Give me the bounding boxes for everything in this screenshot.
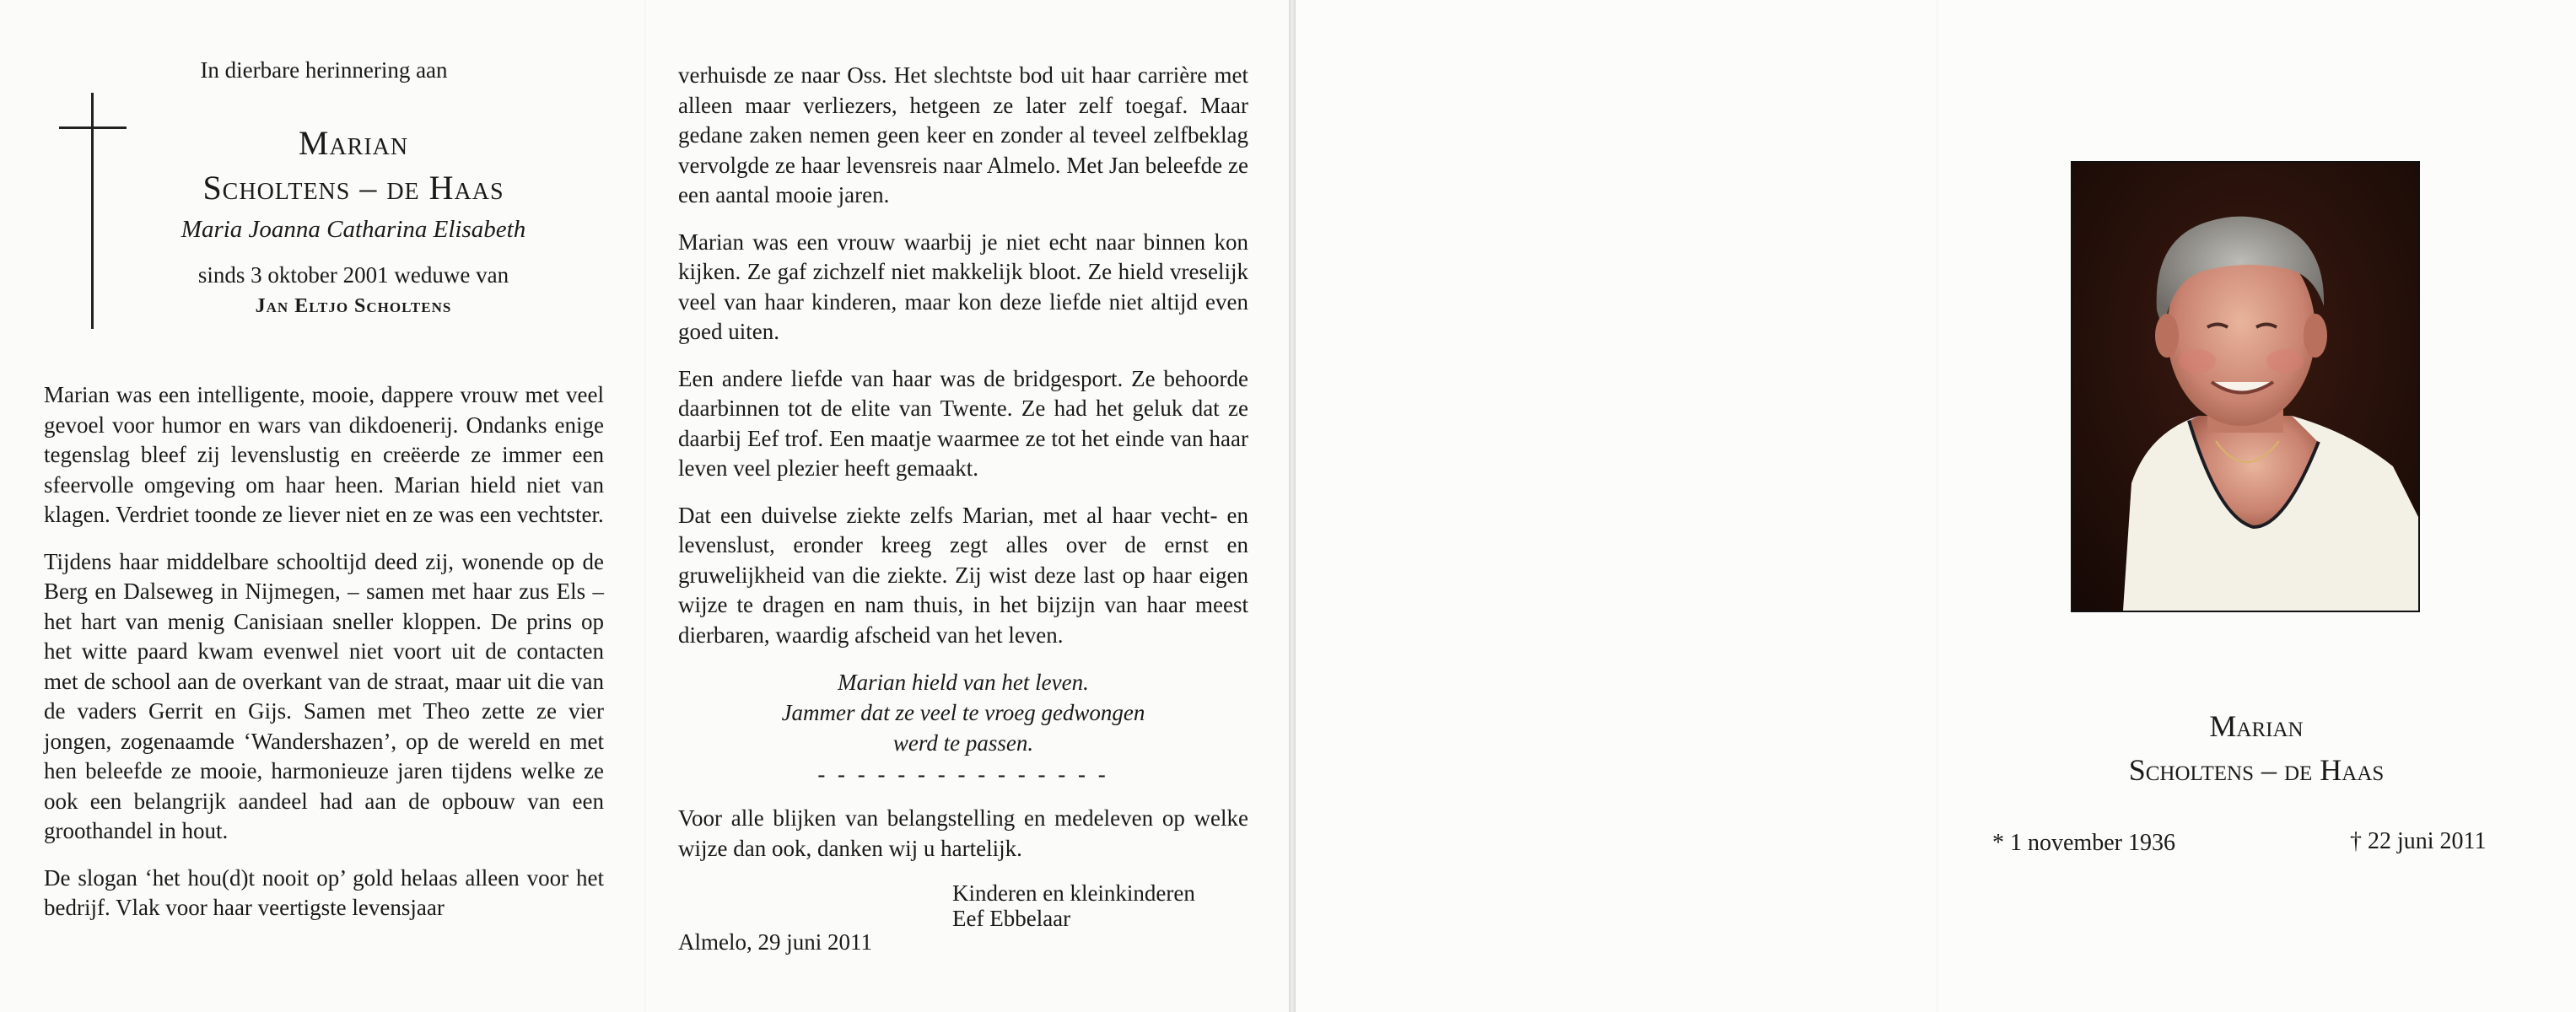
- paragraph: Tijdens haar middelbare schooltijd deed zij, wonende op de Berg en Dalseweg in Nijmegen, – samen met haar zus Els – het hart van menig Canisiaan sneller kloppen. De prins op het witte paard kwam evenwel niet voort uit de contacten met de school aan de overkant van de straat, maar uit die van de vaders Gerrit en Gijs. Samen met Theo zette ze vier jongen, zogenaamde ‘Wandershazen’, op de wereld en met hen beleefde ze mooie, harmonieuze jaren tijdens welke ze ook een belangrijk aandeel had aan de opbouw van een groothandel in hout.: [44, 548, 604, 843]
- back-page: [1937, 0, 2576, 1012]
- thanks-text: Voor alle blijken van belangstelling en medeleven op welke wijze dan ook, danken wij u hartelijk.: [678, 805, 1248, 861]
- name-block: [137, 122, 570, 321]
- paragraph: verhuisde ze naar Oss. Het slechtste bod uit haar carrière met alleen maar verliezers, hetgeen ze later zelf toegaf. Maar gedane zaken nemen geen keer en zonder al teveel zelfbeklag vervolgde ze haar levensreis naar Almelo. Met Jan beleefde ze een aantal mooie jaren.: [678, 62, 1248, 207]
- separator: - - - - - - - - - - - - - - -: [817, 762, 1109, 787]
- poem: [678, 667, 1248, 758]
- portrait-photo: [2071, 161, 2420, 612]
- signature-line: Eef Ebbelaar: [952, 906, 1071, 931]
- birth-date: * 1 november 1936: [1992, 830, 2175, 856]
- poem-line: Marian hield van het leven.: [838, 670, 1089, 695]
- paragraph: Een andere liefde van haar was de bridgesport. Ze behoorde daarbinnen tot de elite van Twente. Ze had het geluk dat ze daarbij Eef trof. Een maatje waarmee ze tot het einde van haar leven veel plezier heeft gemaakt.: [678, 365, 1248, 481]
- paragraph: Marian was een vrouw waarbij je niet echt naar binnen kon kijken. Ze gaf zichzelf niet makkelijk bloot. Ze hield vreselijk veel van haar kinderen, maar kon deze liefde niet altijd even goed uiten.: [678, 229, 1248, 344]
- biography-right: [678, 61, 1248, 650]
- full-names: Maria Joanna Catharina Elisabeth: [181, 216, 526, 243]
- back-surname: Scholtens – de Haas: [2128, 753, 2385, 787]
- paragraph: Dat een duivelse ziekte zelfs Marian, met al haar vecht- en levenslust, eronder kreeg zegt alles over de ernst en gruwelijkheid van die ziekte. Zij wist deze last op haar eigen wijze te dragen en nam thuis, in het bijzijn van haar meest dierbaren, waardig afscheid van het leven.: [678, 502, 1248, 648]
- surname: Scholtens – de Haas: [202, 169, 504, 207]
- paragraph: De slogan ‘het hou(d)t nooit op’ gold helaas alleen voor het bedrijf. Vlak voor haar veertigste levensjaar: [44, 864, 604, 920]
- scan-gutter: [1289, 0, 1296, 1012]
- cross-icon: [59, 93, 127, 329]
- inside-right-page: [644, 0, 1289, 1012]
- death-date: † 22 juni 2011: [2350, 828, 2487, 854]
- husband-name: Jan Eltjo Scholtens: [255, 295, 452, 317]
- given-name: Marian: [298, 124, 409, 162]
- inside-left-page: [0, 0, 644, 1012]
- signature-line: Kinderen en kleinkinderen: [952, 880, 1195, 906]
- poem-line: werd te passen.: [892, 730, 1034, 756]
- paragraph: Marian was een intelligente, mooie, dappere vrouw met veel gevoel voor humor en wars van dikdoenerij. Ondanks enige tegenslag bleef zij levenslustig en creëerde ze immer een sfeervolle omgeving om haar heen. Marian hield niet van klagen. Verdriet toonde ze liever niet en ze was een vechtster.: [44, 382, 604, 527]
- intro-line: In dierbare herinnering aan: [200, 57, 448, 83]
- back-given-name: Marian: [2209, 709, 2304, 743]
- widow-line: sinds 3 oktober 2001 weduwe van: [197, 262, 509, 288]
- biography-left: [44, 380, 604, 923]
- poem-line: Jammer dat ze veel te vroeg gedwongen: [781, 700, 1145, 725]
- signature: [952, 880, 1248, 931]
- place-date: Almelo, 29 juni 2011: [678, 929, 872, 955]
